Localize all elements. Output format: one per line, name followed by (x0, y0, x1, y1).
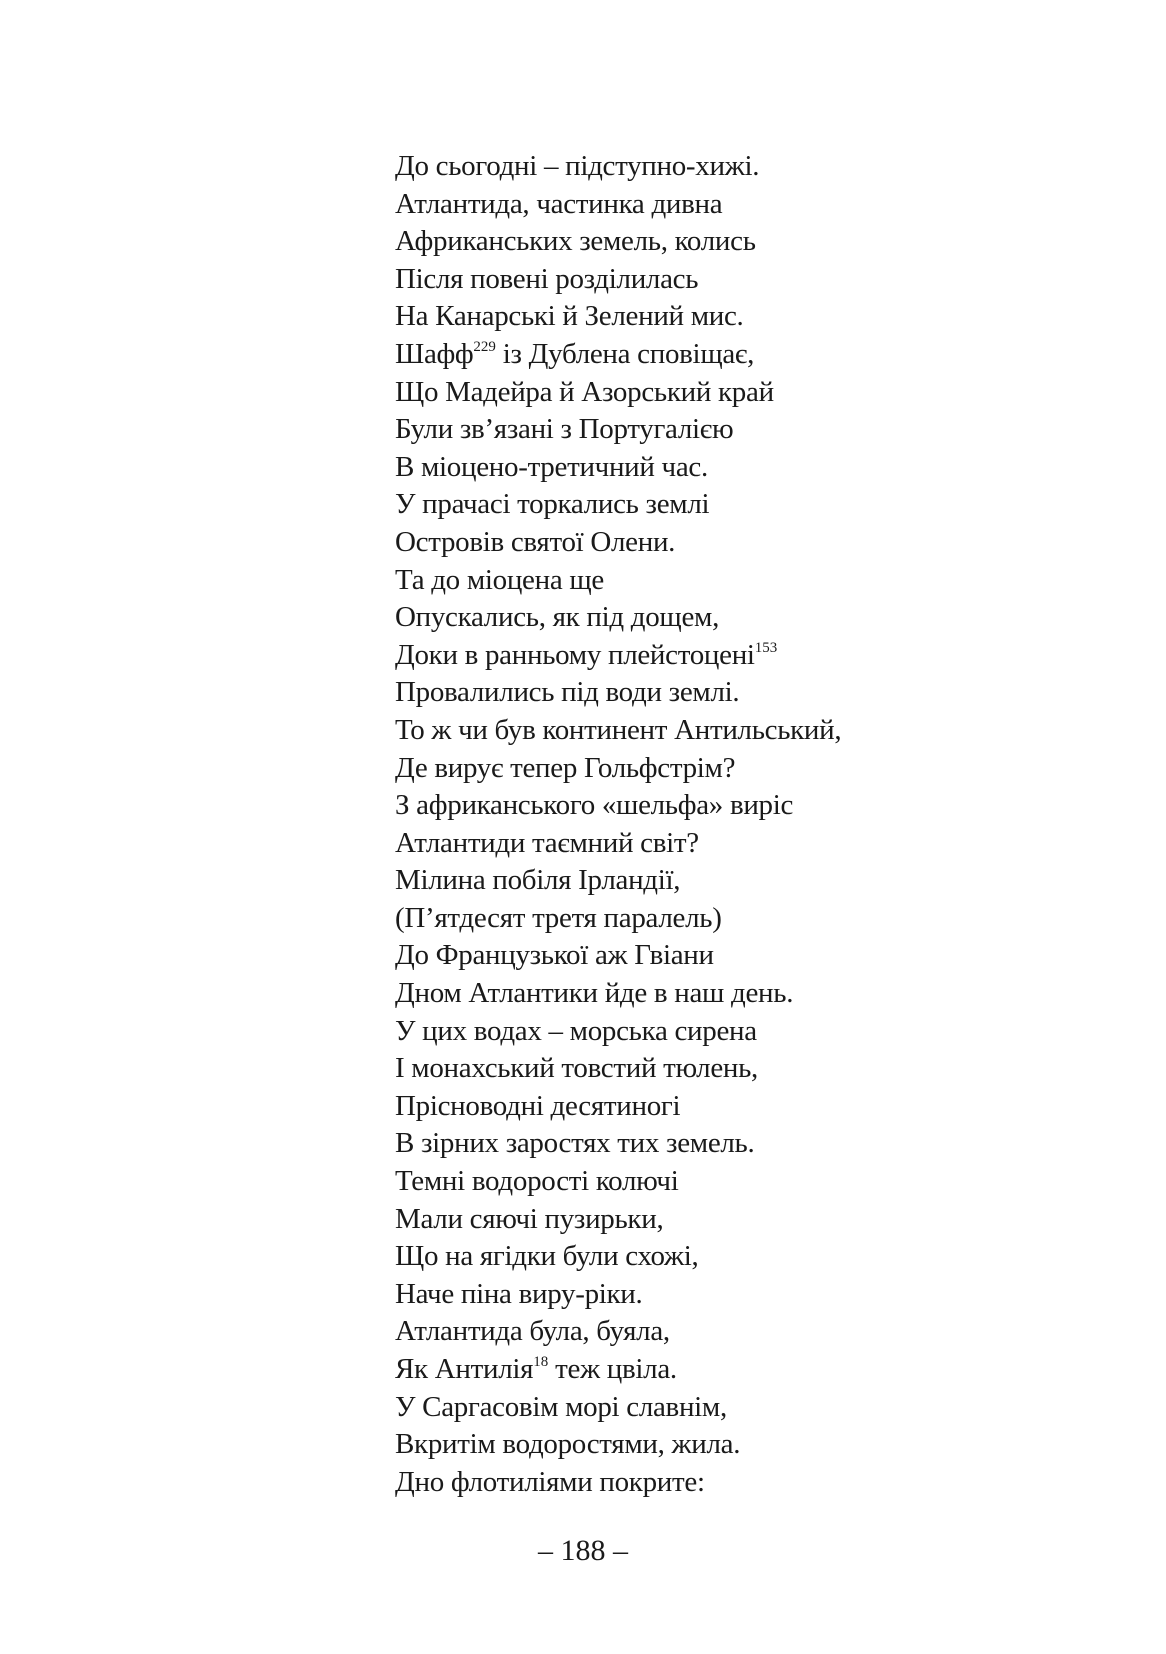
poem-line (395, 1464, 841, 1502)
poem-line (395, 1389, 841, 1427)
poem-line-text: Наче піна виру-ріки. (395, 1277, 643, 1310)
poem-line (395, 1125, 841, 1163)
poem-line-text: Африканських земель, колись (395, 225, 756, 258)
poem-line-text: Атлантида, частинка дивна (395, 187, 723, 220)
poem-line-text: Опускались, як під дощем, (395, 601, 720, 634)
poem-line-text: Мілина побіля Ірландії, (395, 864, 681, 897)
footnote-ref: 229 (473, 338, 496, 355)
poem-line (395, 486, 841, 524)
poem-line (395, 975, 841, 1013)
poem-line (395, 1351, 841, 1389)
poem-line-text: До Французької аж Гвіани (395, 939, 714, 972)
poem-line-text: Та до міоцена ще (395, 563, 604, 596)
poem-line-text: Дно флотиліями покрите: (395, 1465, 705, 1498)
poem-line (395, 374, 841, 412)
poem-line (395, 750, 841, 788)
poem-line-text: Атлантида була, буяла, (395, 1315, 670, 1348)
poem-line-text: Дном Атлантики йде в наш день. (395, 977, 794, 1010)
poem-line (395, 1426, 841, 1464)
poem-line-text: Темні водорості колючі (395, 1165, 679, 1198)
poem-line (395, 637, 841, 675)
poem-line-text: Атлантиди таємний світ? (395, 826, 699, 859)
poem-line (395, 562, 841, 600)
poem-line (395, 1238, 841, 1276)
poem-line-text: В зірних заростях тих земель. (395, 1127, 755, 1160)
poem-line (395, 862, 841, 900)
footnote-ref: 153 (754, 639, 778, 656)
poem-line (395, 336, 841, 374)
poem-line-text: Були зв’язані з Португалією (395, 413, 734, 446)
poem-line-text: Як Антилія (395, 1353, 534, 1385)
poem-line-text-continued: із Дублена сповіщає, (495, 337, 755, 370)
poem-line (395, 787, 841, 825)
poem-line (395, 1313, 841, 1351)
poem-line (395, 1276, 841, 1314)
poem-line (395, 825, 841, 863)
page-number: – 188 – (538, 1534, 628, 1567)
poem-line (395, 674, 841, 712)
poem-line-text: У Саргасовім морі славнім, (395, 1390, 727, 1423)
poem-line (395, 1201, 841, 1239)
poem-line (395, 411, 841, 449)
poem-line-text: І монахський товстий тюлень, (395, 1052, 758, 1085)
poem-line (395, 712, 841, 750)
footnote-ref: 18 (533, 1354, 549, 1370)
poem-line (395, 449, 841, 487)
poem-line (395, 900, 841, 938)
poem-line (395, 599, 841, 637)
poem-line-text: Мали сяючі пузирьки, (395, 1202, 664, 1235)
poem-line-text: До сьогодні – підступно-хижі. (395, 150, 760, 182)
poem-line (395, 937, 841, 975)
poem-line-text: Доки в ранньому плейстоцені (395, 638, 755, 671)
poem-line-text: Після повені розділилась (395, 262, 699, 295)
poem-line-text: Островів святої Олени. (395, 525, 676, 558)
poem-line-text: Вкритім водоростями, жила. (395, 1428, 741, 1461)
poem-line-text: Провалились під води землі. (395, 676, 740, 709)
poem-line-text: Прісноводні десятиногі (395, 1089, 681, 1122)
poem-line (395, 298, 841, 336)
poem-line-text: То ж чи був континент Антильський, (395, 713, 842, 746)
poem-line-text: Шафф (395, 337, 474, 370)
poem-line (395, 223, 841, 261)
poem-line-text: (П’ятдесят третя паралель) (395, 901, 722, 934)
poem-line (395, 148, 841, 186)
poem-line-text: З африканського «шельфа» виріс (395, 789, 794, 822)
poem-line (395, 186, 841, 224)
poem-line-text: Де вирує тепер Гольфстрім? (395, 751, 736, 784)
poem-line-text: Що Мадейра й Азорський край (395, 375, 774, 408)
poem-line (395, 261, 841, 299)
poem-line-text: На Канарські й Зелений мис. (395, 300, 744, 333)
poem-line-text-continued: теж цвіла. (548, 1353, 677, 1385)
poem-line (395, 1163, 841, 1201)
poem-line (395, 1088, 841, 1126)
poem-line-text: В міоцено-третичний час. (395, 450, 708, 483)
poem-line (395, 1050, 841, 1088)
poem-body (395, 148, 841, 1501)
poem-line-text: У прачасі торкались землі (395, 488, 710, 521)
poem-line-text: У цих водах – морська сирена (395, 1014, 757, 1047)
poem-line-text: Що на ягідки були схожі, (395, 1240, 699, 1273)
poem-line (395, 1013, 841, 1051)
poem-line (395, 524, 841, 562)
